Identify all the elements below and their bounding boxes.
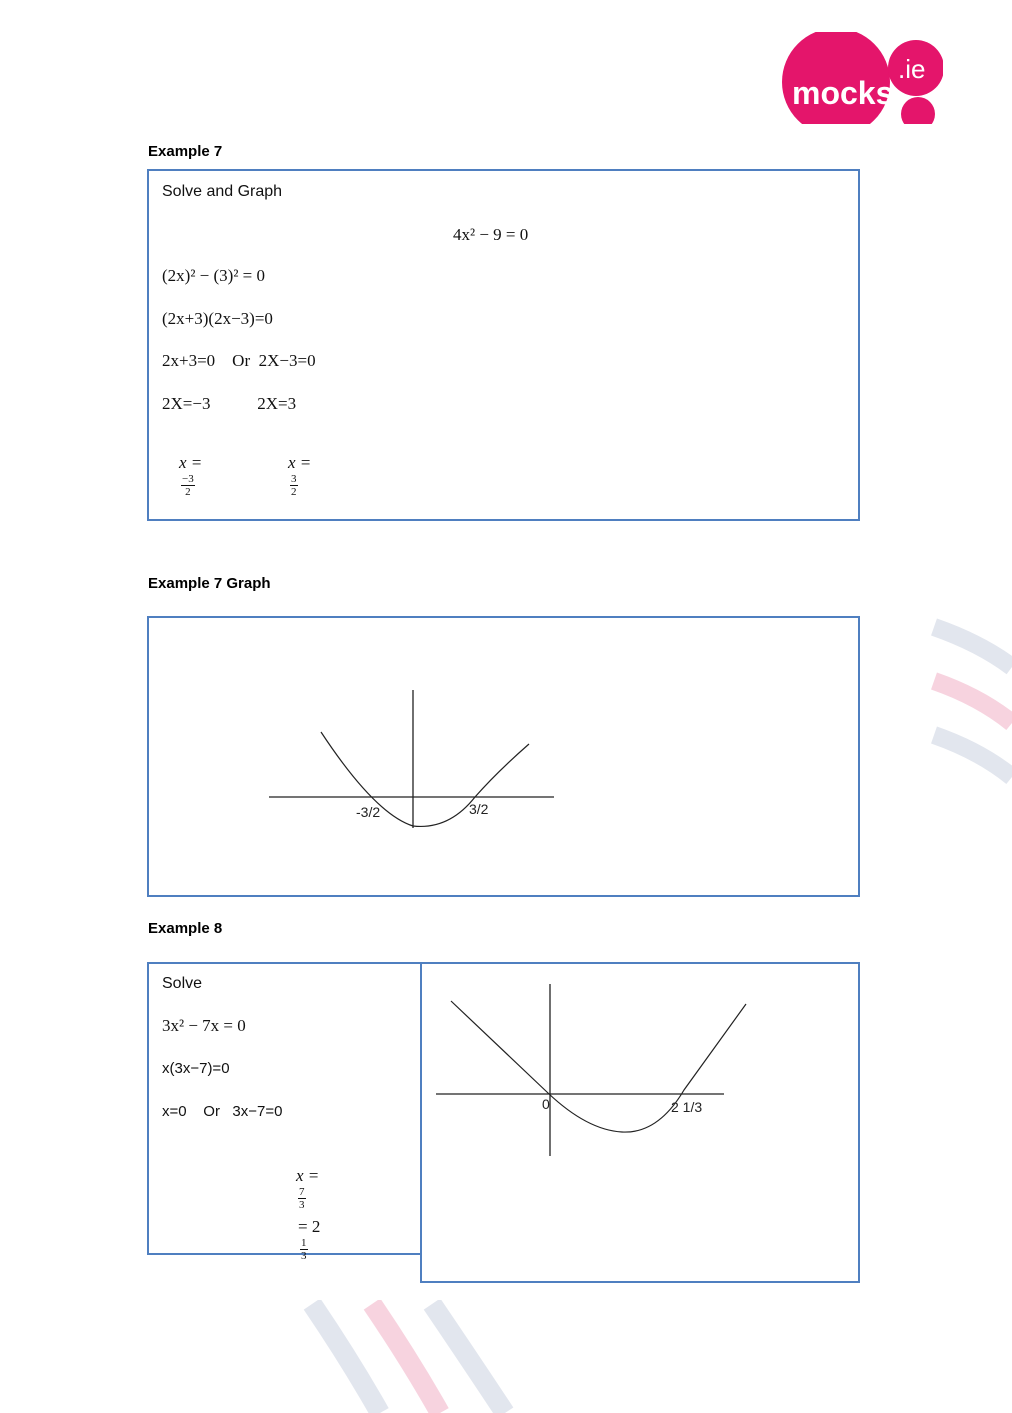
parabola-curve: [321, 732, 529, 826]
mocks-logo: [778, 32, 943, 124]
mixed-fraction: [300, 1237, 308, 1262]
graph-label-root: 2 1/3: [671, 1099, 703, 1115]
example7-graph: [149, 618, 857, 894]
logo-text: mocks: [792, 75, 894, 111]
solution-fraction: [181, 473, 195, 498]
graph-label-origin: 0: [542, 1096, 550, 1112]
solution-lhs: x =: [296, 1166, 320, 1185]
fraction-numerator: −3: [182, 473, 194, 485]
example7-step-3: 2x+3=0 Or 2X−3=0: [162, 351, 316, 370]
solution-fraction: [290, 473, 298, 498]
example8-step-2: x(3x−7)=0: [162, 1060, 230, 1077]
fraction-numerator: 7: [299, 1186, 305, 1198]
fraction-denominator: 2: [185, 486, 191, 498]
example8-title: Solve: [162, 975, 203, 992]
example8-solution-box: [147, 962, 423, 1262]
solution-lhs: x =: [179, 453, 203, 472]
example7-box: [147, 169, 860, 521]
example7-solution-2: [271, 433, 311, 518]
decorative-arcs-bottom: [300, 1300, 560, 1413]
logo-graphic: [778, 32, 943, 124]
example7-graph-box: [147, 616, 860, 897]
example8-heading: Example 8: [148, 920, 223, 937]
example7-step-1: (2x)² − (3)² = 0: [162, 266, 266, 285]
decorative-arcs-right: [930, 615, 1012, 805]
fraction-numerator: 1: [301, 1237, 307, 1249]
example8-mixed-number: [281, 1197, 320, 1282]
example7-step-4: 2X=−3 2X=3: [162, 394, 297, 413]
example8-graph: [422, 964, 857, 1280]
mixed-lhs: = 2: [298, 1217, 321, 1236]
graph-label-root-2: 3/2: [469, 801, 489, 817]
fraction-numerator: 3: [291, 473, 297, 485]
logo-suffix: .ie: [898, 54, 926, 84]
example7-equation: 4x² − 9 = 0: [453, 225, 529, 244]
solution-lhs: x =: [288, 453, 312, 472]
example7-graph-heading: Example 7 Graph: [148, 575, 271, 592]
example8-step-3: x=0 Or 3x−7=0: [162, 1103, 283, 1120]
fraction-denominator: 3: [301, 1250, 307, 1262]
example8-graph-box: [420, 962, 860, 1283]
fraction-denominator: 2: [291, 486, 297, 498]
example8-step-1: 3x² − 7x = 0: [162, 1016, 246, 1035]
fraction-denominator: 3: [299, 1199, 305, 1211]
example7-step-2: (2x+3)(2x−3)=0: [162, 309, 273, 328]
example7-heading: Example 7: [148, 143, 223, 160]
example7-solution-1: [162, 433, 202, 518]
graph-label-root-1: -3/2: [356, 804, 381, 820]
example7-title: Solve and Graph: [162, 183, 283, 200]
